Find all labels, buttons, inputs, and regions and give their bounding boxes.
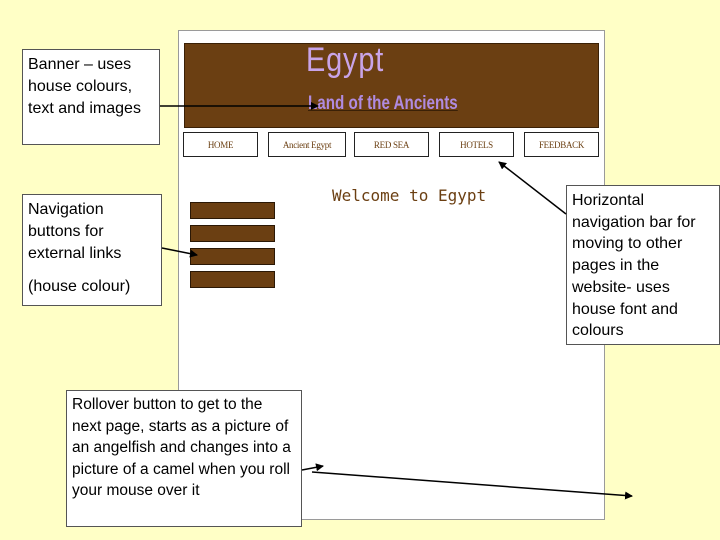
arrow-navigation bbox=[162, 248, 197, 255]
arrow-rollover bbox=[312, 472, 632, 496]
banner-title: Egypt bbox=[306, 41, 385, 79]
nav-hotels-button[interactable]: HOTELS bbox=[439, 132, 514, 157]
callout-horizontal-text: Horizontal navigation bar for moving to other pages in the website- uses house font and colours bbox=[572, 192, 696, 340]
callout-navigation-text: Navigation buttons for external links bbox=[28, 201, 122, 262]
banner-subtitle: Land of the Ancients bbox=[308, 93, 458, 114]
welcome-heading: Welcome to Egypt bbox=[332, 186, 487, 205]
arrow-rollover-start bbox=[302, 466, 323, 470]
nav-ancient-egypt-button[interactable]: Ancient Egypt bbox=[268, 132, 346, 157]
nav-red-sea-button[interactable]: RED SEA bbox=[354, 132, 429, 157]
arrow-horizontal-nav bbox=[499, 162, 566, 214]
callout-rollover-text: Rollover button to get to the next page, starts as a picture of an angelfish and changes into a picture of a camel when you roll your mouse over it bbox=[72, 396, 291, 499]
callout-navigation-note: (house colour) bbox=[28, 278, 131, 295]
callout-banner-text: Banner – uses house colours, text and images bbox=[28, 56, 141, 117]
nav-feedback-button[interactable]: FEEDBACK bbox=[524, 132, 599, 157]
nav-home-button[interactable]: HOME bbox=[183, 132, 258, 157]
